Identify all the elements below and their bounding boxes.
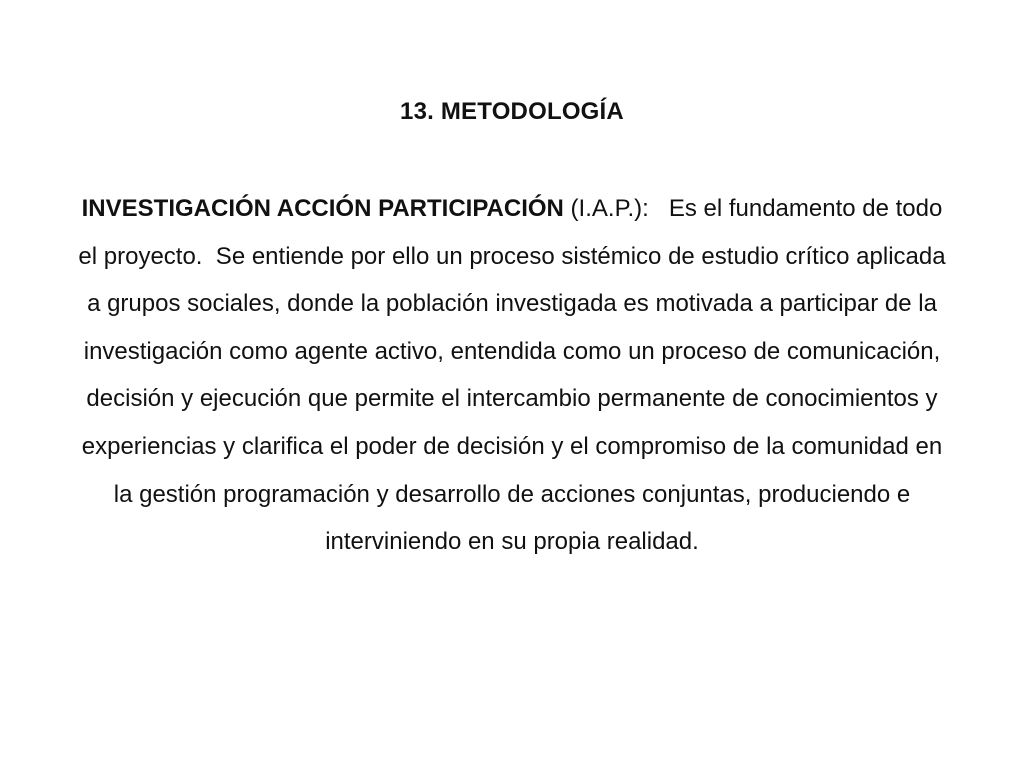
term-heading: INVESTIGACIÓN ACCIÓN PARTICIPACIÓN [81,195,564,222]
slide-title: 13. METODOLOGÍA [400,98,624,125]
slide-paragraph [76,185,953,566]
term-abbreviation: (I.A.P.): [563,195,669,222]
paragraph-text: Es el fundamento de todo el proyecto. Se entiende por ello un proceso sistémico de estudio crítico aplicada a grupos sociales, donde la población investigada es motivada a participar de la investigación como agente activo, entendida como un proceso de comunicación, decisión y ejecución que permite el intercambio permanente de conocimientos y experiencias y clarifica el poder de decisión y el compromiso de la comunidad en la gestión programación y desarrollo de acciones conjuntas, produciendo e interviniendo en su propia realidad. [78,195,953,556]
